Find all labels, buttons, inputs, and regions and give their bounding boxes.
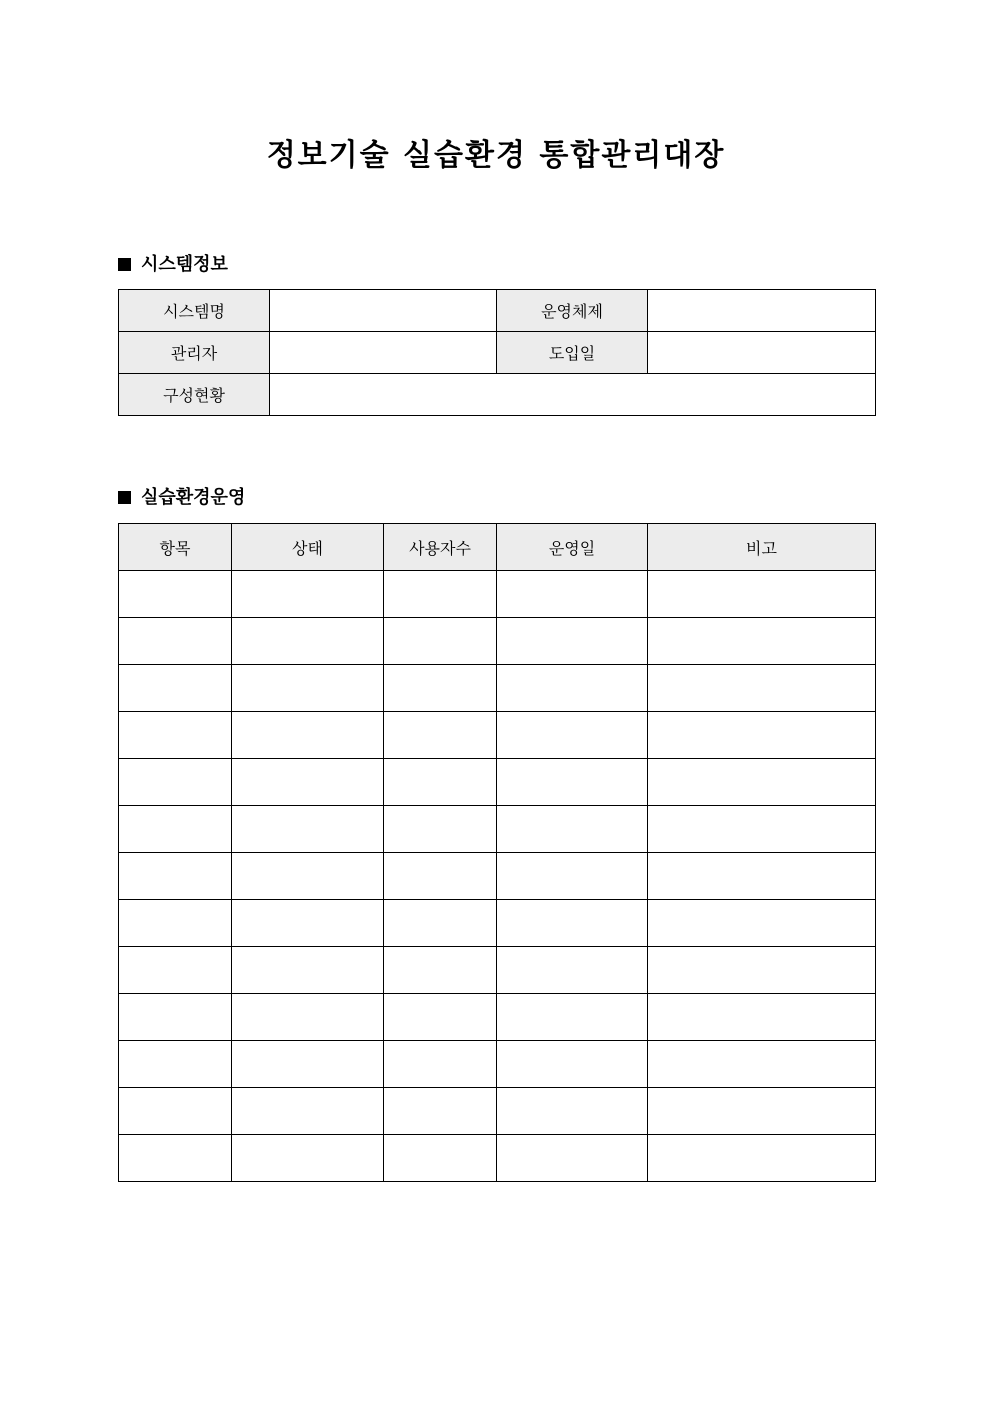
table-row (119, 806, 876, 853)
system-info-table (118, 289, 876, 416)
intro-date-field[interactable] (648, 332, 876, 374)
user-count-cell[interactable] (384, 665, 497, 712)
operation-date-cell[interactable] (497, 1135, 648, 1182)
operation-date-cell[interactable] (497, 571, 648, 618)
status-cell[interactable] (232, 1088, 384, 1135)
table-row (119, 374, 876, 416)
user-count-cell[interactable] (384, 947, 497, 994)
remarks-cell[interactable] (648, 665, 876, 712)
status-cell[interactable] (232, 900, 384, 947)
operation-date-cell[interactable] (497, 947, 648, 994)
system-name-field[interactable] (270, 290, 497, 332)
table-row (119, 759, 876, 806)
operation-date-cell[interactable] (497, 1088, 648, 1135)
item-cell[interactable] (119, 759, 232, 806)
table-row (119, 1135, 876, 1182)
item-cell[interactable] (119, 853, 232, 900)
item-cell[interactable] (119, 618, 232, 665)
square-bullet-icon (118, 491, 131, 504)
status-cell[interactable] (232, 994, 384, 1041)
lab-ops-heading-label: 실습환경운영 (141, 487, 246, 508)
table-header-row (119, 524, 876, 571)
operation-date-cell[interactable] (497, 994, 648, 1041)
table-row (119, 571, 876, 618)
operation-date-cell[interactable] (497, 853, 648, 900)
status-cell[interactable] (232, 618, 384, 665)
user-count-cell[interactable] (384, 994, 497, 1041)
column-header-item: 항목 (119, 524, 232, 571)
os-label: 운영체제 (497, 290, 648, 332)
manager-field[interactable] (270, 332, 497, 374)
operation-date-cell[interactable] (497, 759, 648, 806)
user-count-cell[interactable] (384, 1088, 497, 1135)
item-cell[interactable] (119, 900, 232, 947)
remarks-cell[interactable] (648, 806, 876, 853)
column-header-status: 상태 (232, 524, 384, 571)
remarks-cell[interactable] (648, 1135, 876, 1182)
item-cell[interactable] (119, 571, 232, 618)
table-row (119, 947, 876, 994)
manager-label: 관리자 (119, 332, 270, 374)
operation-date-cell[interactable] (497, 665, 648, 712)
user-count-cell[interactable] (384, 806, 497, 853)
item-cell[interactable] (119, 806, 232, 853)
status-cell[interactable] (232, 1135, 384, 1182)
operation-date-cell[interactable] (497, 900, 648, 947)
remarks-cell[interactable] (648, 900, 876, 947)
item-cell[interactable] (119, 994, 232, 1041)
item-cell[interactable] (119, 947, 232, 994)
remarks-cell[interactable] (648, 618, 876, 665)
remarks-cell[interactable] (648, 853, 876, 900)
item-cell[interactable] (119, 665, 232, 712)
lab-ops-table (118, 523, 876, 1182)
status-cell[interactable] (232, 712, 384, 759)
item-cell[interactable] (119, 712, 232, 759)
table-row (119, 853, 876, 900)
item-cell[interactable] (119, 1041, 232, 1088)
table-row (119, 1041, 876, 1088)
user-count-cell[interactable] (384, 571, 497, 618)
table-row (119, 900, 876, 947)
table-row (119, 618, 876, 665)
column-header-operation-date: 운영일 (497, 524, 648, 571)
operation-date-cell[interactable] (497, 618, 648, 665)
remarks-cell[interactable] (648, 1088, 876, 1135)
remarks-cell[interactable] (648, 571, 876, 618)
status-cell[interactable] (232, 947, 384, 994)
system-info-heading (118, 252, 228, 278)
config-status-field[interactable] (270, 374, 876, 416)
status-cell[interactable] (232, 759, 384, 806)
remarks-cell[interactable] (648, 994, 876, 1041)
table-row (119, 1088, 876, 1135)
table-row (119, 332, 876, 374)
user-count-cell[interactable] (384, 1135, 497, 1182)
table-row (119, 712, 876, 759)
config-status-label: 구성현황 (119, 374, 270, 416)
column-header-remarks: 비고 (648, 524, 876, 571)
status-cell[interactable] (232, 853, 384, 900)
user-count-cell[interactable] (384, 900, 497, 947)
table-row (119, 290, 876, 332)
remarks-cell[interactable] (648, 712, 876, 759)
user-count-cell[interactable] (384, 618, 497, 665)
status-cell[interactable] (232, 571, 384, 618)
column-header-user-count: 사용자수 (384, 524, 497, 571)
remarks-cell[interactable] (648, 1041, 876, 1088)
item-cell[interactable] (119, 1088, 232, 1135)
table-row (119, 665, 876, 712)
system-name-label: 시스템명 (119, 290, 270, 332)
status-cell[interactable] (232, 1041, 384, 1088)
user-count-cell[interactable] (384, 712, 497, 759)
status-cell[interactable] (232, 665, 384, 712)
square-bullet-icon (118, 258, 131, 271)
user-count-cell[interactable] (384, 1041, 497, 1088)
item-cell[interactable] (119, 1135, 232, 1182)
remarks-cell[interactable] (648, 759, 876, 806)
operation-date-cell[interactable] (497, 806, 648, 853)
lab-ops-heading (118, 485, 245, 511)
user-count-cell[interactable] (384, 853, 497, 900)
os-field[interactable] (648, 290, 876, 332)
document-title: 정보기술 실습환경 통합관리대장 (266, 138, 726, 173)
intro-date-label: 도입일 (497, 332, 648, 374)
operation-date-cell[interactable] (497, 712, 648, 759)
system-info-heading-label: 시스템정보 (141, 254, 228, 275)
status-cell[interactable] (232, 806, 384, 853)
table-row (119, 994, 876, 1041)
operation-date-cell[interactable] (497, 1041, 648, 1088)
user-count-cell[interactable] (384, 759, 497, 806)
remarks-cell[interactable] (648, 947, 876, 994)
